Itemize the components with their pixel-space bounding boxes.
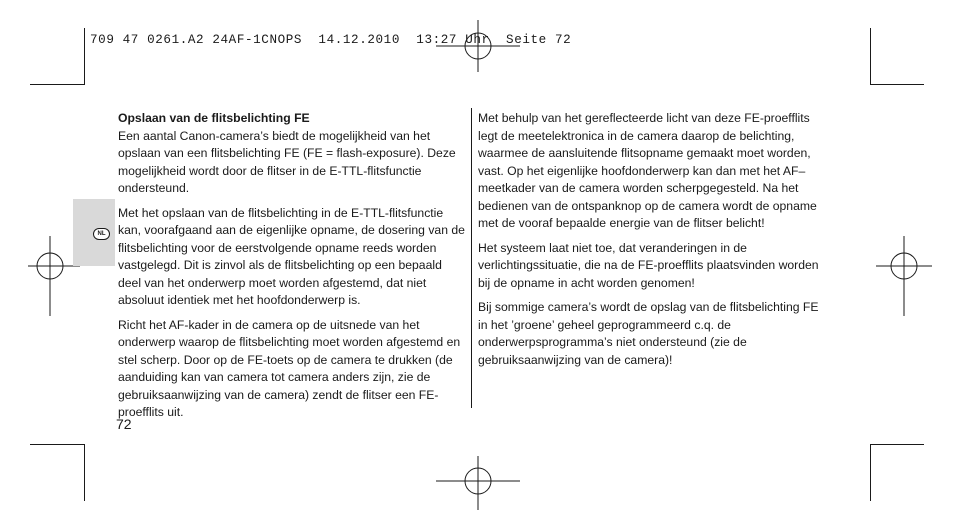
language-badge: NL bbox=[93, 228, 110, 240]
paragraph: Bij sommige camera’s wordt de opslag van de flitsbelichting FE in het ’groene’ geheel geprogrammeerd c.q. de onderwerpsprogramma’s niet ondersteund (zie de gebruiksaanwijzing van de camera)! bbox=[478, 300, 819, 367]
registration-mark-bottom bbox=[436, 456, 520, 510]
crop-mark-top-right-horizontal bbox=[870, 84, 924, 85]
paragraph: Een aantal Canon-camera’s biedt de mogelijkheid van het opslaan van een flitsbelichting FE (FE = flash-exposure). Deze mogelijkheid wordt door de flitser in de E-TTL-flitsfunctie ondersteund. bbox=[118, 128, 456, 195]
crop-mark-bottom-left-horizontal bbox=[30, 444, 84, 445]
crop-mark-bottom-left-vertical bbox=[84, 444, 85, 501]
paragraph: Het systeem laat niet toe, dat veranderingen in de verlichtingssituatie, die na de FE-proefflits plaatsvinden worden bij de opname in acht worden genomen! bbox=[478, 240, 819, 290]
section-heading: Opslaan van de flitsbelichting FE bbox=[118, 111, 310, 125]
paragraph: Met behulp van het gereflecteerde licht van deze FE-proefflits legt de meetelektronica in de camera daarop de belichting, waarmee de aansluitende flitsopname gemaakt moet worden, vast. Op het eigenlijke hoofdonderwerp kan dan met het AF–meetkader van de camera worden scherpgegesteld. Na het bedienen van de ontspanknop op de camera wordt de opname met de vooraf bepaalde energie van de flitser belicht! bbox=[478, 111, 817, 230]
crop-mark-top-right-vertical bbox=[870, 28, 871, 85]
crop-mark-bottom-right-vertical bbox=[870, 444, 871, 501]
print-job-header: 709 47 0261.A2 24AF-1CNOPS 14.12.2010 13:27 Uhr Seite 72 bbox=[90, 33, 572, 47]
registration-mark-right bbox=[876, 236, 932, 316]
crop-mark-top-left-horizontal bbox=[30, 84, 84, 85]
paragraph: Richt het AF-kader in de camera op de uitsnede van het onderwerp waarop de flitsbelichting moet worden afgestemd en stel scherp. Door op de FE-toets op de camera te drukken (de aanduiding kan van camera tot camera anders zijn, zie de gebruiksaanwijzing van de camera) zendt de flitser een FE-proefflits uit. bbox=[118, 317, 461, 419]
right-column bbox=[478, 110, 823, 376]
left-column bbox=[118, 110, 466, 429]
crop-mark-bottom-right-horizontal bbox=[870, 444, 924, 445]
page-number: 72 bbox=[116, 416, 132, 432]
column-divider bbox=[471, 108, 472, 408]
crop-mark-top-left-vertical bbox=[84, 28, 85, 85]
paragraph: Met het opslaan van de flitsbelichting in de E-TTL-flitsfunctie kan, voorafgaand aan de eigenlijke opname, de dosering van de flitsbelichting voor de eerstvolgende opname reeds worden vastgelegd. Dit is zinvol als de flitsbelichting op een bepaald deel van het onderwerp moet worden afgestemd, dat niet absoluut identiek met het hoofdonderwerp is. bbox=[118, 205, 465, 307]
